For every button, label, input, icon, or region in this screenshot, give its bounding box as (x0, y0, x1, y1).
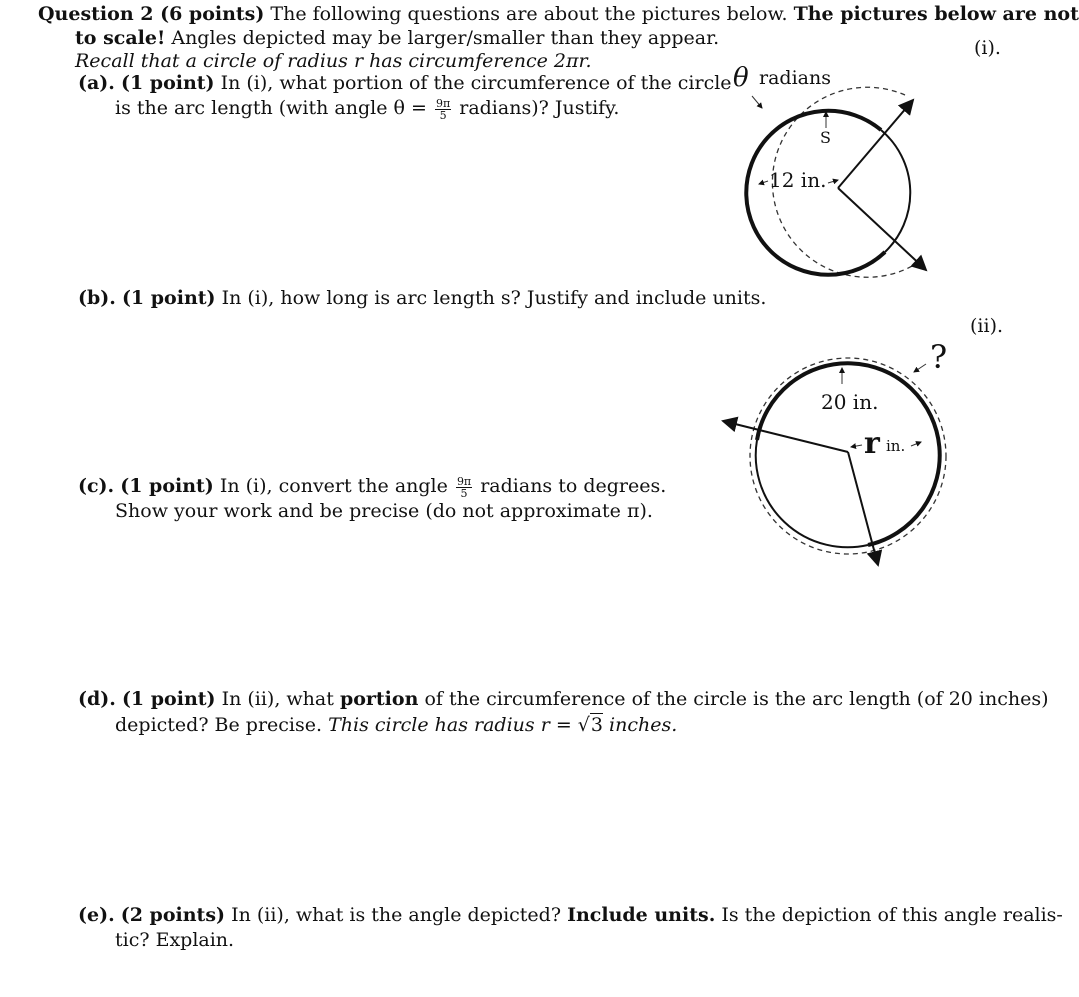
figure-ii-radius-left (723, 421, 848, 452)
figure-ii-in: in. (886, 437, 906, 455)
fraction-denominator: 5 (460, 486, 468, 500)
figure-i-label: (i). (974, 37, 1001, 59)
part-c-points: (1 point) (120, 475, 214, 497)
part-d-units: inches. (609, 714, 678, 736)
part-a-text1: In (i), what portion of the circumference of the circle (220, 72, 732, 94)
part-b-text: In (i), how long is arc length s? Justify and include units. (221, 287, 767, 309)
part-d-portion: portion (339, 688, 419, 710)
figure-ii-arc-length: 20 in. (821, 390, 879, 414)
figure-ii-question-pointer (914, 364, 926, 372)
figure-ii-r-pointer-left (851, 445, 862, 447)
figure-ii-r: r (864, 426, 880, 461)
part-e-points: (2 points) (120, 904, 226, 926)
part-e-label: (e). (78, 904, 115, 926)
part-c-text2: radians to degrees. (480, 475, 667, 497)
question-title: Question 2 (6 points) (38, 3, 265, 25)
part-a-points: (1 point) (120, 72, 215, 94)
part-d-text3: depicted? Be precise. (115, 714, 323, 736)
figure-ii-question-mark: ? (930, 338, 948, 376)
part-c-text1: In (i), convert the angle (219, 475, 448, 497)
figure-ii-circle-thin (756, 440, 868, 547)
angles-note: Angles depicted may be larger/smaller than they appear. (171, 27, 720, 49)
fraction-denominator: 5 (439, 108, 447, 122)
figure-i-theta: θ (733, 63, 749, 93)
part-e-include-units: Include units. (567, 904, 716, 926)
part-a-text2: is the arc length (with angle θ = (115, 97, 427, 119)
part-b-points: (1 point) (121, 287, 216, 309)
figure-i-radius-label: 12 in. (769, 168, 827, 192)
part-a-label: (a). (78, 72, 115, 94)
sqrt-radicand: 3 (590, 714, 603, 736)
part-e-text1: In (ii), what is the angle depicted? (231, 904, 562, 926)
part-d-text1: In (ii), what (221, 688, 334, 710)
part-a-text3: radians)? Justify. (459, 97, 620, 119)
figure-ii-label: (ii). (970, 315, 1004, 337)
part-c-label: (c). (78, 475, 115, 497)
figure-i-radians: radians (759, 67, 831, 89)
part-d-text2: of the circumference of the circle is the arc length (of 20 inches) (424, 688, 1049, 710)
figure-ii-dashed-circle (750, 358, 946, 554)
part-e-line2: tic? Explain. (115, 929, 235, 951)
part-d-points: (1 point) (121, 688, 216, 710)
part-c-line2: Show your work and be precise (do not approximate π). (115, 500, 653, 522)
figure-ii-r-pointer-right (911, 442, 921, 446)
recall-note: Recall that a circle of radius r has circumference 2πr. (75, 50, 592, 72)
fraction-numerator: 9π (435, 96, 451, 110)
part-d-radius-note: This circle has radius r = (328, 714, 572, 736)
question-intro: The following questions are about the pictures below. (270, 3, 788, 25)
part-b-label: (b). (78, 287, 116, 309)
fraction-numerator: 9π (456, 474, 472, 488)
not-to-scale-warning-2: to scale! (75, 27, 166, 49)
not-to-scale-warning-1: The pictures below are not (793, 3, 1079, 25)
part-d-label: (d). (78, 688, 116, 710)
part-d-sqrt: √3 (577, 714, 603, 736)
part-e-text2: Is the depiction of this angle realis- (721, 904, 1063, 926)
figure-i-s: S (820, 128, 831, 147)
